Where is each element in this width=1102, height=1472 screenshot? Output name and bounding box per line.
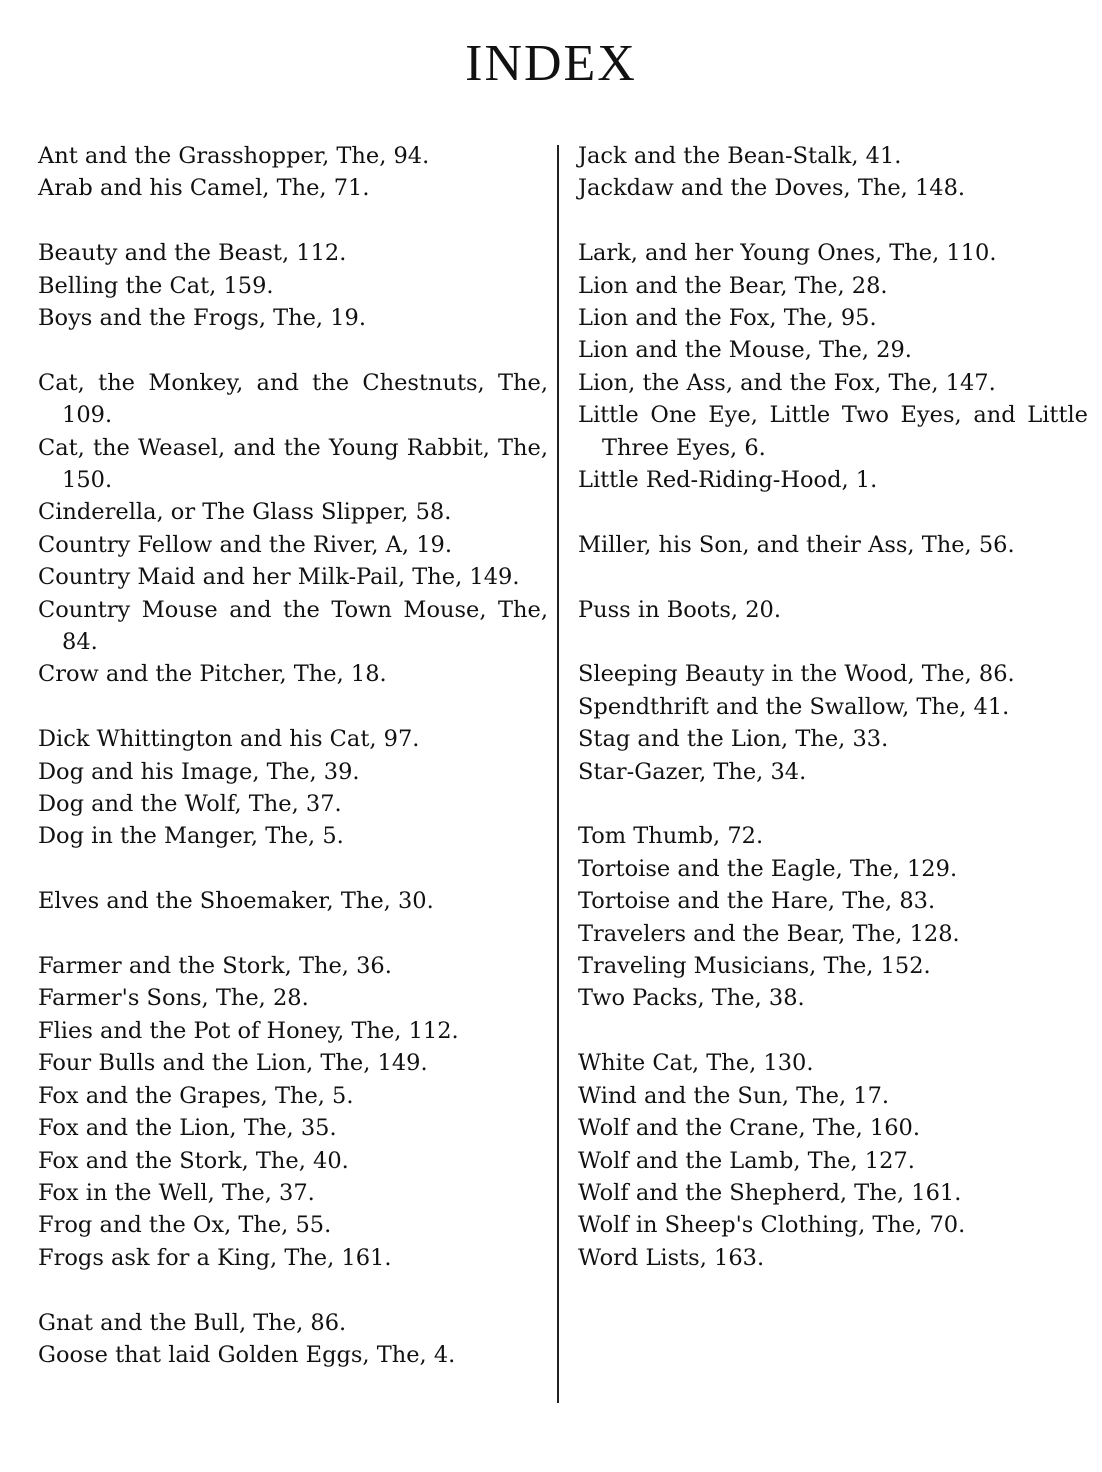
index-entry: Fox and the Grapes, The, 5. (38, 1082, 354, 1109)
index-entry: Belling the Cat, 159. (38, 272, 274, 299)
index-entry: Crow and the Pitcher, The, 18. (38, 661, 387, 688)
index-entry: Fox and the Lion, The, 35. (38, 1115, 337, 1142)
index-entry: Frog and the Ox, The, 55. (38, 1212, 332, 1239)
index-entry: Elves and the Shoemaker, The, 30. (38, 888, 434, 915)
letter-group-spacer (578, 1015, 1088, 1047)
index-entry: Lion and the Fox, The, 95. (578, 305, 877, 332)
index-entry: Dog and his Image, The, 39. (38, 758, 360, 785)
index-entry: Spendthrift and the Swallow, The, 41. (578, 693, 1010, 720)
page-title: INDEX (465, 35, 637, 92)
index-entry: Lion and the Bear, The, 28. (578, 272, 888, 299)
index-entry: Ant and the Grasshopper, The, 94. (38, 143, 430, 169)
index-entry: Arab and his Camel, The, 71. (38, 175, 370, 202)
letter-group-spacer (578, 496, 1088, 528)
index-entry: Wolf and the Crane, The, 160. (578, 1115, 920, 1142)
index-entry: Beauty and the Beast, 112. (38, 240, 347, 267)
index-entry: Tom Thumb, 72. (578, 823, 764, 850)
letter-group-spacer (38, 691, 548, 723)
index-entry: Frogs ask for a King, The, 161. (38, 1244, 392, 1271)
letter-group-spacer (38, 1274, 548, 1306)
index-entry: Word Lists, 163. (578, 1244, 765, 1271)
index-column-right (578, 140, 1088, 1274)
index-entry: Wolf and the Lamb, The, 127. (578, 1147, 915, 1174)
letter-group-spacer (578, 561, 1088, 593)
index-entry: Wolf in Sheep's Clothing, The, 70. (578, 1212, 966, 1239)
index-entry: Goose that laid Golden Eggs, The, 4. (38, 1341, 456, 1368)
index-entry: Cat, the Weasel, and the Young Rabbit, The, 150. (38, 434, 548, 494)
letter-group-spacer (38, 853, 548, 885)
index-entry: Flies and the Pot of Honey, The, 112. (38, 1017, 459, 1044)
letter-group-spacer (38, 205, 548, 237)
index-entry: Jackdaw and the Doves, The, 148. (578, 175, 966, 202)
index-entry: Little One Eye, Little Two Eyes, and Little Three Eyes, 6. (578, 402, 1088, 461)
index-entry: Little Red-Riding-Hood, 1. (578, 467, 878, 494)
index-entry: Country Mouse and the Town Mouse, The, 84. (38, 596, 548, 656)
index-entry: Country Fellow and the River, A, 19. (38, 531, 452, 558)
index-entry: Farmer and the Stork, The, 36. (38, 953, 392, 980)
index-entry: Sleeping Beauty in the Wood, The, 86. (578, 661, 1015, 688)
letter-group-spacer (578, 626, 1088, 658)
index-entry: Tortoise and the Hare, The, 83. (578, 888, 936, 915)
index-entry: Boys and the Frogs, The, 19. (38, 305, 367, 332)
index-entry: Gnat and the Bull, The, 86. (38, 1309, 347, 1336)
letter-group-spacer (38, 334, 548, 366)
index-entry: Puss in Boots, 20. (578, 596, 782, 623)
index-entry: Dick Whittington and his Cat, 97. (38, 726, 420, 753)
index-entry: Dog in the Manger, The, 5. (38, 823, 344, 850)
index-entry: Wolf and the Shepherd, The, 161. (578, 1179, 962, 1206)
index-entry: Lion and the Mouse, The, 29. (578, 337, 912, 364)
index-entry: Lark, and her Young Ones, The, 110. (578, 240, 997, 267)
index-entry: Miller, his Son, and their Ass, The, 56. (578, 531, 1015, 558)
index-entry: Farmer's Sons, The, 28. (38, 985, 309, 1012)
letter-group-spacer (578, 788, 1088, 820)
index-column-left (38, 140, 548, 1371)
index-entry: Lion, the Ass, and the Fox, The, 147. (578, 369, 996, 396)
index-entry: White Cat, The, 130. (578, 1050, 814, 1077)
index-entry: Tortoise and the Eagle, The, 129. (578, 855, 958, 882)
index-entry: Fox in the Well, The, 37. (38, 1179, 315, 1206)
column-divider (557, 145, 559, 1403)
index-entry: Jack and the Bean-Stalk, 41. (578, 143, 902, 169)
index-entry: Cat, the Monkey, and the Chestnuts, The, 109. (38, 369, 548, 429)
index-entry: Dog and the Wolf, The, 37. (38, 791, 342, 818)
index-entry: Fox and the Stork, The, 40. (38, 1147, 349, 1174)
index-entry: Wind and the Sun, The, 17. (578, 1082, 890, 1109)
letter-group-spacer (38, 918, 548, 950)
index-entry: Traveling Musicians, The, 152. (578, 953, 931, 980)
index-entry: Country Maid and her Milk-Pail, The, 149. (38, 564, 520, 591)
index-entry: Four Bulls and the Lion, The, 149. (38, 1050, 428, 1077)
index-entry: Cinderella, or The Glass Slipper, 58. (38, 499, 452, 526)
index-entry: Travelers and the Bear, The, 128. (578, 920, 960, 947)
letter-group-spacer (578, 205, 1088, 237)
index-entry: Stag and the Lion, The, 33. (578, 726, 889, 753)
index-entry: Star-Gazer, The, 34. (578, 758, 807, 785)
index-entry: Two Packs, The, 38. (578, 985, 805, 1012)
